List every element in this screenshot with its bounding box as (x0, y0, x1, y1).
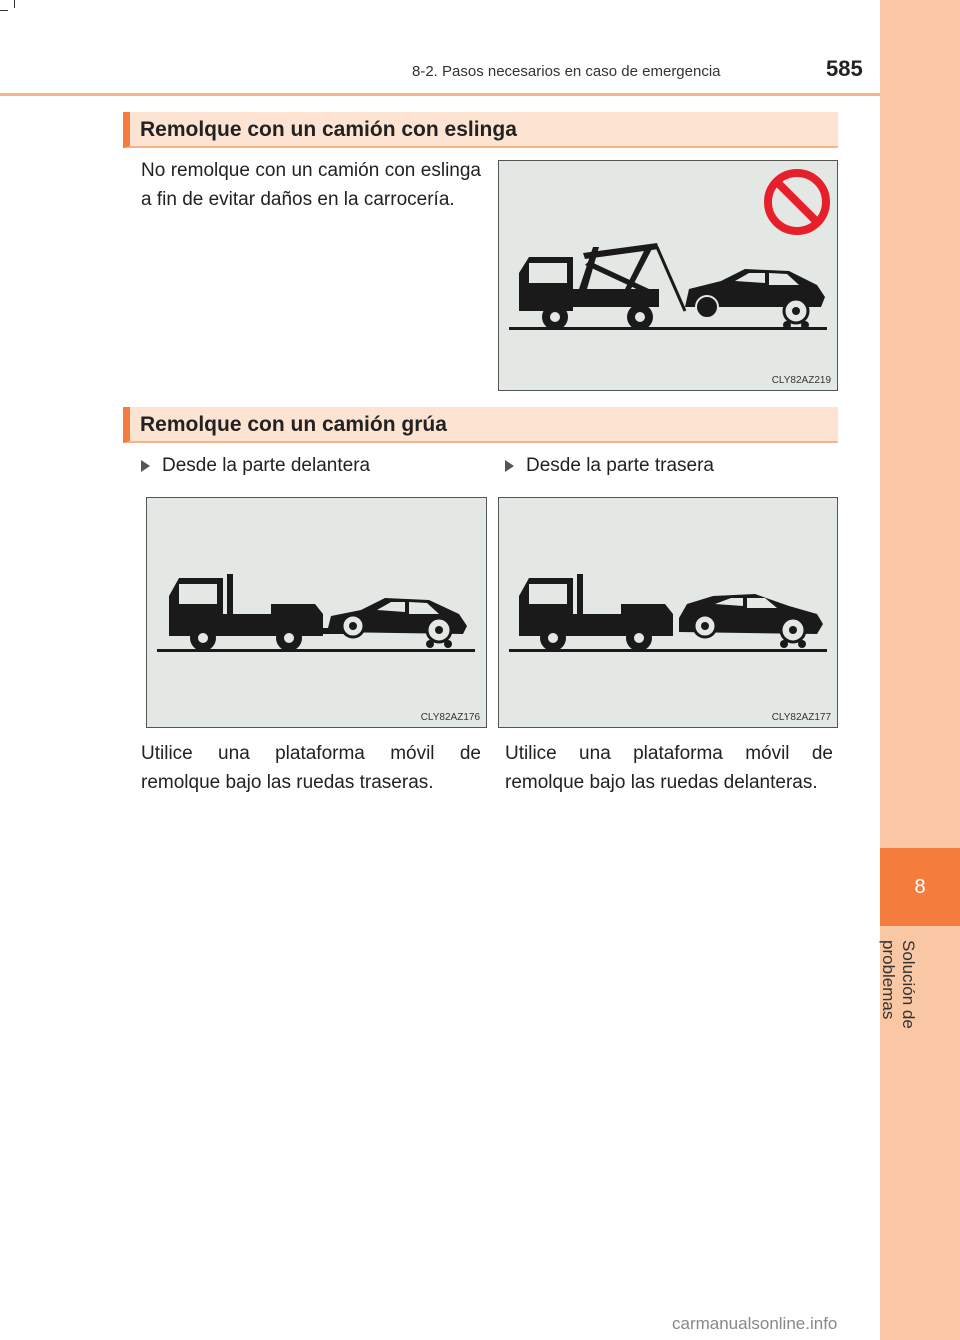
section-title: Remolque con un camión con eslinga (140, 118, 517, 141)
prohibited-slash-icon (777, 182, 817, 222)
sling-truck-illustration (499, 161, 839, 392)
sling-truck-figure (498, 160, 838, 391)
section-header-wheel-lift (123, 407, 838, 443)
bullet-triangle-icon (141, 460, 150, 472)
section-title: Remolque con un camión grúa (140, 413, 447, 436)
chapter-label: Solución de problemas (879, 940, 918, 1029)
header-divider (0, 93, 880, 96)
rear-tow-text: Utilice una plataforma móvil de remolque bajo las ruedas delanteras. (505, 743, 833, 793)
rear-tow-heading: Desde la parte trasera (505, 455, 714, 477)
front-tow-heading: Desde la parte delantera (141, 455, 370, 477)
rear-tow-figure (498, 497, 838, 728)
front-tow-illustration (147, 498, 488, 729)
front-tow-figure (146, 497, 487, 728)
sling-warning-text: No remolque con un camión con eslinga a fin de evitar daños en la carrocería. (141, 160, 481, 210)
chapter-sidebar (880, 0, 960, 1340)
front-tow-text: Utilice una plataforma móvil de remolque bajo las ruedas traseras. (141, 743, 481, 793)
crop-mark (14, 0, 15, 8)
bullet-triangle-icon (505, 460, 514, 472)
rear-tow-illustration (499, 498, 839, 729)
crop-mark (0, 10, 8, 11)
figure-code: CLY82AZ177 (771, 712, 831, 723)
breadcrumb: 8-2. Pasos necesarios en caso de emergencia (412, 63, 721, 80)
chapter-tab (880, 848, 960, 926)
watermark: carmanualsonline.info (672, 1314, 838, 1333)
section-header-sling (123, 112, 838, 148)
figure-code: CLY82AZ176 (420, 712, 480, 723)
page-number: 585 (826, 56, 863, 81)
figure-code: CLY82AZ219 (771, 375, 831, 386)
chapter-number: 8 (914, 875, 926, 898)
